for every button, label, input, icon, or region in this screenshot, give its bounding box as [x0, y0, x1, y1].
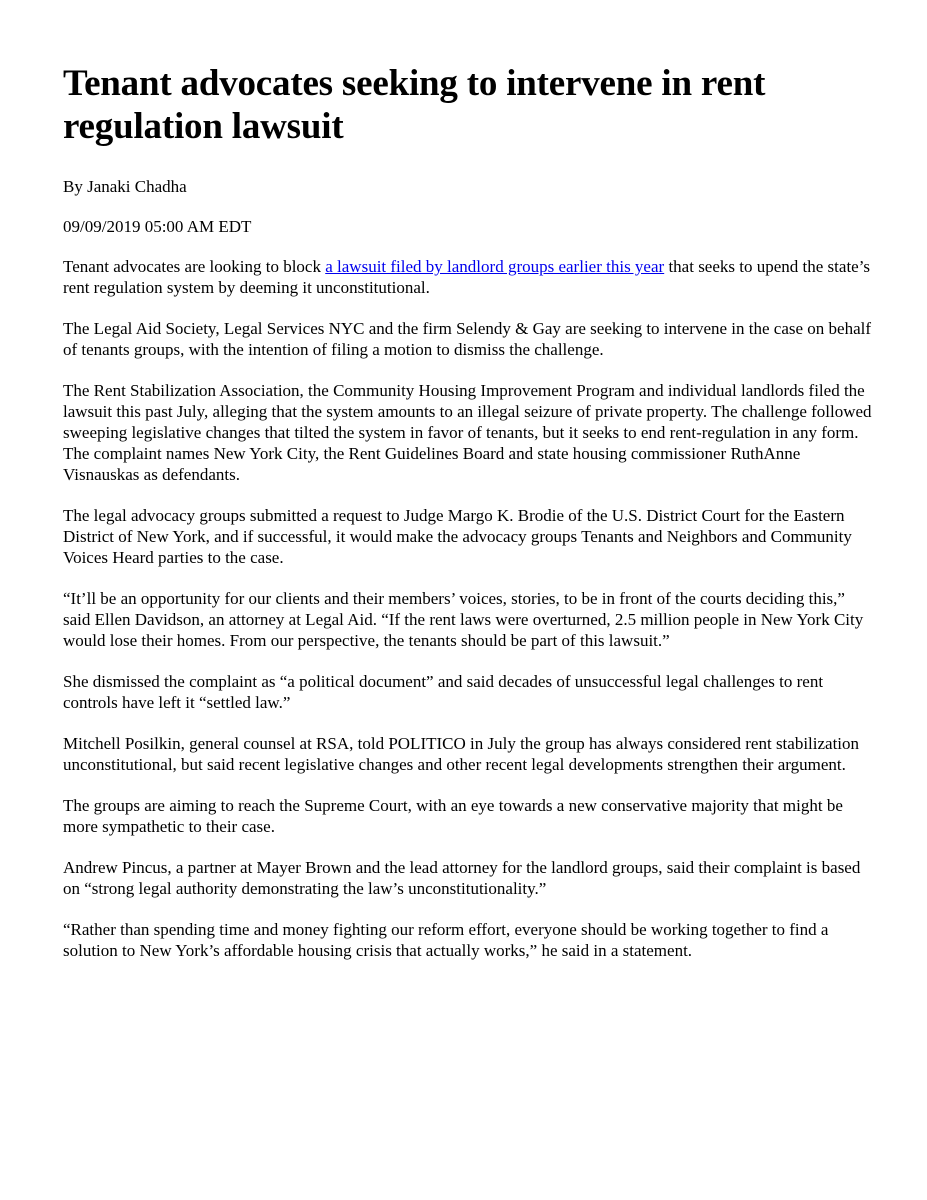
paragraph-1-text-after: that seeks to upend the state’s rent regulation system by deeming it unconstitutional. [63, 257, 871, 297]
publish-date: 09/09/2019 05:00 AM EDT [63, 217, 252, 236]
paragraph-9: Andrew Pincus, a partner at Mayer Brown and the lead attorney for the landlord groups, said their complaint is based on “strong legal authority demonstrating the law’s unconstitutionality.” [63, 858, 861, 898]
paragraph-1 [63, 256, 873, 298]
paragraph-4: The legal advocacy groups submitted a request to Judge Margo K. Brodie of the U.S. District Court for the Eastern District of New York, and if successful, it would make the advocacy groups Tenants and Neighbors and Community Voices Heard parties to the case. [63, 506, 852, 567]
paragraph-8: The groups are aiming to reach the Supreme Court, with an eye towards a new conservative majority that might be more sympathetic to their case. [63, 796, 843, 836]
paragraph-10: “Rather than spending time and money fighting our reform effort, everyone should be working together to find a solution to New York’s affordable housing crisis that actually works,” he said in a statement. [63, 920, 829, 960]
paragraph-6: She dismissed the complaint as “a political document” and said decades of unsuccessful legal challenges to rent controls have left it “settled law.” [63, 672, 824, 712]
paragraph-7: Mitchell Posilkin, general counsel at RSA, told POLITICO in July the group has always considered rent stabilization unconstitutional, but said recent legislative changes and other recent legal developments strengthen their argument. [63, 734, 860, 774]
article-page [63, 62, 873, 981]
paragraph-5: “It’ll be an opportunity for our clients and their members’ voices, stories, to be in front of the courts deciding this,” said Ellen Davidson, an attorney at Legal Aid. “If the rent laws were overturned, 2.5 million people in New York City would lose their homes. From our perspective, the tenants should be part of this lawsuit.” [63, 589, 864, 650]
paragraph-1-text-before: Tenant advocates are looking to block [63, 257, 326, 276]
headline: Tenant advocates seeking to intervene in rent regulation lawsuit [63, 63, 766, 147]
paragraph-2: The Legal Aid Society, Legal Services NYC and the firm Selendy & Gay are seeking to intervene in the case on behalf of tenants groups, with the intention of filing a motion to dismiss the challenge. [63, 319, 872, 359]
byline: By Janaki Chadha [63, 177, 187, 196]
lawsuit-link[interactable]: a lawsuit filed by landlord groups earlier this year [325, 257, 665, 276]
paragraph-3: The Rent Stabilization Association, the Community Housing Improvement Program and individual landlords filed the lawsuit this past July, alleging that the system amounts to an illegal seizure of private property. The challenge followed sweeping legislative changes that tilted the system in favor of tenants, but it seeks to end rent-regulation in any form. The complaint names New York City, the Rent Guidelines Board and state housing commissioner RuthAnne Visnauskas as defendants. [63, 381, 872, 484]
